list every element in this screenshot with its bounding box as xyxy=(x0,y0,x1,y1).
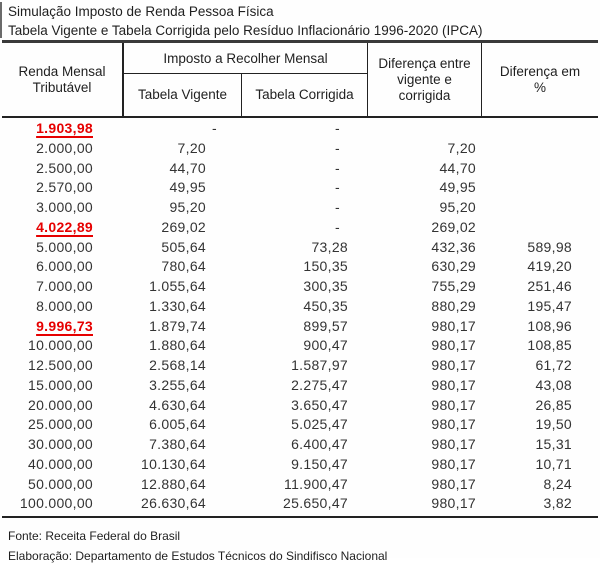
cell-vigente: 4.630,64 xyxy=(124,396,242,416)
cell-diferenca: 269,02 xyxy=(368,218,482,238)
cell-vigente: 7.380,64 xyxy=(124,435,242,455)
cell-diferenca xyxy=(368,119,482,139)
cell-diferenca: 432,36 xyxy=(368,238,482,258)
cell-renda xyxy=(2,317,124,337)
cell-diferenca: 980,17 xyxy=(368,415,482,435)
threshold-value: 4.022,89 xyxy=(36,219,93,235)
cell-corrigida: 300,35 xyxy=(242,277,368,297)
header-diferenca-pct: Diferença em % xyxy=(482,43,598,116)
table-row xyxy=(2,297,598,317)
cell-diferenca: 980,17 xyxy=(368,376,482,396)
table-row xyxy=(2,238,598,258)
header-subrow xyxy=(124,74,367,116)
table-row xyxy=(2,198,598,218)
cell-diferenca: 755,29 xyxy=(368,277,482,297)
cell-renda: 8.000,00 xyxy=(2,297,124,317)
cell-pct: 61,72 xyxy=(482,356,598,376)
cell-diferenca: 7,20 xyxy=(368,139,482,159)
cell-diferenca: 980,17 xyxy=(368,356,482,376)
cell-vigente: 2.568,14 xyxy=(124,356,242,376)
cell-pct: 419,20 xyxy=(482,257,598,277)
cell-diferenca: 980,17 xyxy=(368,475,482,495)
threshold-value: 1.903,98 xyxy=(36,120,93,136)
elaboration-note: Elaboração: Departamento de Estudos Técnicos do Sindifisco Nacional xyxy=(8,547,600,566)
table-row xyxy=(2,356,598,376)
table-row xyxy=(2,317,598,337)
cell-corrigida: - xyxy=(242,218,368,238)
cell-vigente: 1.330,64 xyxy=(124,297,242,317)
table-row xyxy=(2,435,598,455)
cell-renda: 10.000,00 xyxy=(2,336,124,356)
table-row xyxy=(2,455,598,475)
table-row xyxy=(2,336,598,356)
cell-renda: 7.000,00 xyxy=(2,277,124,297)
cell-pct: 251,46 xyxy=(482,277,598,297)
cell-diferenca: 880,29 xyxy=(368,297,482,317)
cell-renda: 100.000,00 xyxy=(2,494,124,514)
cell-corrigida: 73,28 xyxy=(242,238,368,258)
cell-pct: 10,71 xyxy=(482,455,598,475)
cell-corrigida: 3.650,47 xyxy=(242,396,368,416)
cell-corrigida: 25.650,47 xyxy=(242,494,368,514)
header-tabela-vigente: Tabela Vigente xyxy=(124,74,242,116)
cell-diferenca: 49,95 xyxy=(368,178,482,198)
cell-renda: 2.570,00 xyxy=(2,178,124,198)
table-row xyxy=(2,494,598,514)
cell-vigente: 269,02 xyxy=(124,218,242,238)
header-renda-mensal: Renda Mensal Tributável xyxy=(2,43,124,116)
cell-renda: 2.500,00 xyxy=(2,159,124,179)
cell-vigente: 10.130,64 xyxy=(124,455,242,475)
cell-renda: 50.000,00 xyxy=(2,475,124,495)
threshold-value: 9.996,73 xyxy=(36,318,93,334)
cell-diferenca: 980,17 xyxy=(368,435,482,455)
cell-renda: 6.000,00 xyxy=(2,257,124,277)
cell-vigente: 26.630,64 xyxy=(124,494,242,514)
cell-pct: 26,85 xyxy=(482,396,598,416)
cell-renda: 40.000,00 xyxy=(2,455,124,475)
cell-corrigida: 6.400,47 xyxy=(242,435,368,455)
header-group-imposto xyxy=(124,43,368,116)
cell-pct: 15,31 xyxy=(482,435,598,455)
cell-diferenca: 95,20 xyxy=(368,198,482,218)
cell-pct: 108,85 xyxy=(482,336,598,356)
cell-renda: 20.000,00 xyxy=(2,396,124,416)
cell-diferenca: 630,29 xyxy=(368,257,482,277)
table-row xyxy=(2,119,598,139)
cell-corrigida: - xyxy=(242,178,368,198)
cell-pct: 19,50 xyxy=(482,415,598,435)
cell-pct: 195,47 xyxy=(482,297,598,317)
cell-diferenca: 980,17 xyxy=(368,396,482,416)
title-block xyxy=(0,0,600,40)
cell-corrigida: 2.275,47 xyxy=(242,376,368,396)
cell-pct xyxy=(482,159,598,179)
cell-diferenca: 980,17 xyxy=(368,317,482,337)
cell-diferenca: 980,17 xyxy=(368,336,482,356)
cell-corrigida: - xyxy=(242,139,368,159)
cell-corrigida: 899,57 xyxy=(242,317,368,337)
left-edge-artifact xyxy=(0,2,2,38)
cell-pct: 589,98 xyxy=(482,238,598,258)
cell-corrigida: 11.900,47 xyxy=(242,475,368,495)
table-row xyxy=(2,178,598,198)
header-diferenca: Diferença entre vigente e corrigida xyxy=(368,43,482,116)
cell-corrigida: 150,35 xyxy=(242,257,368,277)
page-title: Simulação Imposto de Renda Pessoa Física xyxy=(8,3,600,22)
page-subtitle: Tabela Vigente e Tabela Corrigida pelo Resíduo Inflacionário 1996-2020 (IPCA) xyxy=(8,22,600,41)
table-row xyxy=(2,475,598,495)
cell-pct xyxy=(482,218,598,238)
cell-corrigida: - xyxy=(242,159,368,179)
table-row xyxy=(2,396,598,416)
header-tabela-corrigida: Tabela Corrigida xyxy=(242,74,367,116)
cell-vigente: 95,20 xyxy=(124,198,242,218)
cell-vigente: 7,20 xyxy=(124,139,242,159)
cell-renda: 3.000,00 xyxy=(2,198,124,218)
cell-renda: 2.000,00 xyxy=(2,139,124,159)
table-row xyxy=(2,277,598,297)
cell-pct: 108,96 xyxy=(482,317,598,337)
cell-corrigida: - xyxy=(242,119,368,139)
cell-vigente: - xyxy=(124,119,242,139)
table-row xyxy=(2,139,598,159)
table-row xyxy=(2,218,598,238)
cell-vigente: 49,95 xyxy=(124,178,242,198)
cell-vigente: 505,64 xyxy=(124,238,242,258)
cell-renda: 12.500,00 xyxy=(2,356,124,376)
table-row xyxy=(2,159,598,179)
cell-vigente: 12.880,64 xyxy=(124,475,242,495)
cell-renda: 30.000,00 xyxy=(2,435,124,455)
table-row xyxy=(2,415,598,435)
table-row xyxy=(2,376,598,396)
cell-vigente: 1.880,64 xyxy=(124,336,242,356)
cell-pct xyxy=(482,139,598,159)
table-body xyxy=(2,118,598,518)
source-note: Fonte: Receita Federal do Brasil xyxy=(8,527,600,547)
cell-pct: 8,24 xyxy=(482,475,598,495)
cell-renda: 25.000,00 xyxy=(2,415,124,435)
header-imposto-a-recolher: Imposto a Recolher Mensal xyxy=(124,43,367,74)
cell-vigente: 1.055,64 xyxy=(124,277,242,297)
cell-diferenca: 980,17 xyxy=(368,455,482,475)
cell-pct: 43,08 xyxy=(482,376,598,396)
cell-vigente: 6.005,64 xyxy=(124,415,242,435)
cell-diferenca: 44,70 xyxy=(368,159,482,179)
cell-corrigida: 5.025,47 xyxy=(242,415,368,435)
cell-corrigida: 450,35 xyxy=(242,297,368,317)
cell-vigente: 1.879,74 xyxy=(124,317,242,337)
cell-pct: 3,82 xyxy=(482,494,598,514)
table-header xyxy=(2,43,598,118)
cell-renda xyxy=(2,218,124,238)
cell-renda xyxy=(2,119,124,139)
cell-renda: 5.000,00 xyxy=(2,238,124,258)
cell-vigente: 780,64 xyxy=(124,257,242,277)
cell-vigente: 44,70 xyxy=(124,159,242,179)
cell-renda: 15.000,00 xyxy=(2,376,124,396)
cell-pct xyxy=(482,198,598,218)
cell-diferenca: 980,17 xyxy=(368,494,482,514)
table-row xyxy=(2,257,598,277)
cell-corrigida: - xyxy=(242,198,368,218)
cell-corrigida: 9.150,47 xyxy=(242,455,368,475)
footer-block xyxy=(0,518,600,566)
cell-corrigida: 900,47 xyxy=(242,336,368,356)
simulation-table xyxy=(2,40,598,518)
cell-corrigida: 1.587,97 xyxy=(242,356,368,376)
cell-pct xyxy=(482,119,598,139)
cell-vigente: 3.255,64 xyxy=(124,376,242,396)
cell-pct xyxy=(482,178,598,198)
